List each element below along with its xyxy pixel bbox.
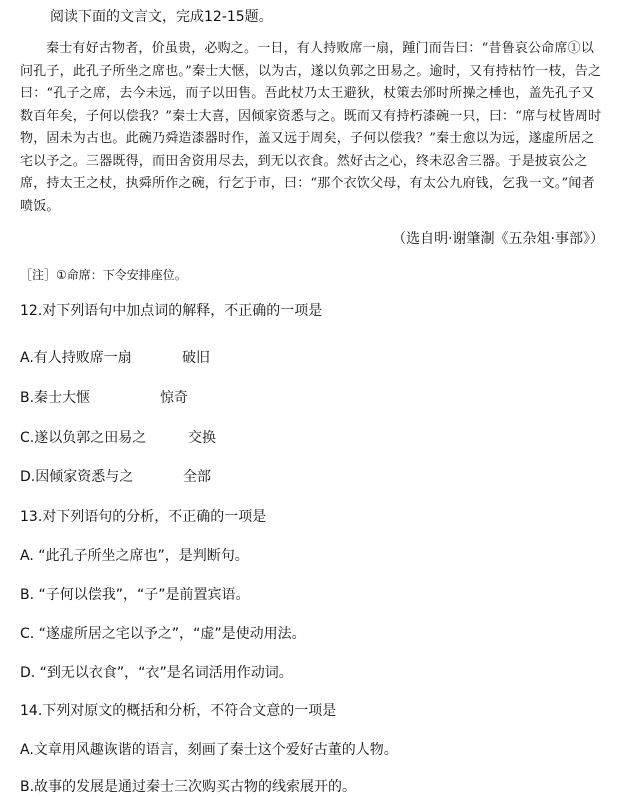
q12-option-c-answer: 交换 xyxy=(188,430,216,446)
q12-option-a: A.有人持败席一扇 xyxy=(20,350,132,366)
passage-text: 秦士有好古物者，价虽贵，必购之。一日，有人持败席一扇，踵门而告曰：“昔鲁哀公命席①以问孔子，此孔子所坐之席也。”秦士大惬，以为古，遂以负郭之田易之。逾时，又有持枯竹一枝，告之曰：“孔子之席，去今未远，而子以田售。吾此杖乃太王避狄，杖策去邠时所操之棰也，盖先孔子又数百年矣，子何以偿我？”秦士大喜，因倾家资悉与之。既而又有持朽漆碗一只，曰：“席与杖皆周时物，固未为古也。此碗乃舜造漆器时作，盖又远于周矣，子何以偿我？”秦士愈以为远，遂虚所居之宅以予之。三器既得，而田舍资用尽去，到无以衣食。然好古之心，终未忍舍三器。于是披哀公之席，持太王之杖，执舜所作之碗，行乞于市，曰：“那个衣饮父母，有太公九府钱，乞我一文。”闻者喷饭。 xyxy=(20,41,602,214)
q12-option-d-answer: 全部 xyxy=(183,469,211,485)
q12-option-b-answer: 惊奇 xyxy=(160,390,188,406)
passage xyxy=(20,38,606,218)
q14-option-a: A.文章用风趣诙谐的语言，刻画了秦士这个爱好古董的人物。 xyxy=(20,742,398,758)
q13-option-c: C. “遂虚所居之宅以予之”，“虚”是使动用法。 xyxy=(20,626,306,642)
q13-option-b: B. “子何以偿我”，“子”是前置宾语。 xyxy=(20,587,250,603)
footnote: ［注］①命席：下令安排座位。 xyxy=(20,268,187,282)
question-13-stem: 13.对下列语句的分析，不正确的一项是 xyxy=(20,509,267,525)
q13-option-a: A. “此孔子所坐之席也”，是判断句。 xyxy=(20,548,249,564)
source-citation: （选自明·谢肇淛《五杂俎·事部》） xyxy=(392,231,604,247)
q14-option-b: B.故事的发展是通过秦士三次购买古物的线索展开的。 xyxy=(20,779,357,795)
question-14-stem: 14.下列对原文的概括和分析，不符合文意的一项是 xyxy=(20,703,337,719)
q12-option-a-answer: 破旧 xyxy=(182,350,210,366)
question-12-stem: 12.对下列语句中加点词的解释，不正确的一项是 xyxy=(20,303,323,319)
q13-option-d: D. “到无以衣食”，“衣”是名词活用作动词。 xyxy=(20,665,293,681)
q12-option-c: C.遂以负郭之田易之 xyxy=(20,430,147,446)
q12-option-b: B.秦士大惬 xyxy=(20,390,91,406)
instruction: 阅读下面的文言文，完成12-15题。 xyxy=(50,9,273,25)
q12-option-d: D.因倾家资悉与之 xyxy=(20,469,134,485)
